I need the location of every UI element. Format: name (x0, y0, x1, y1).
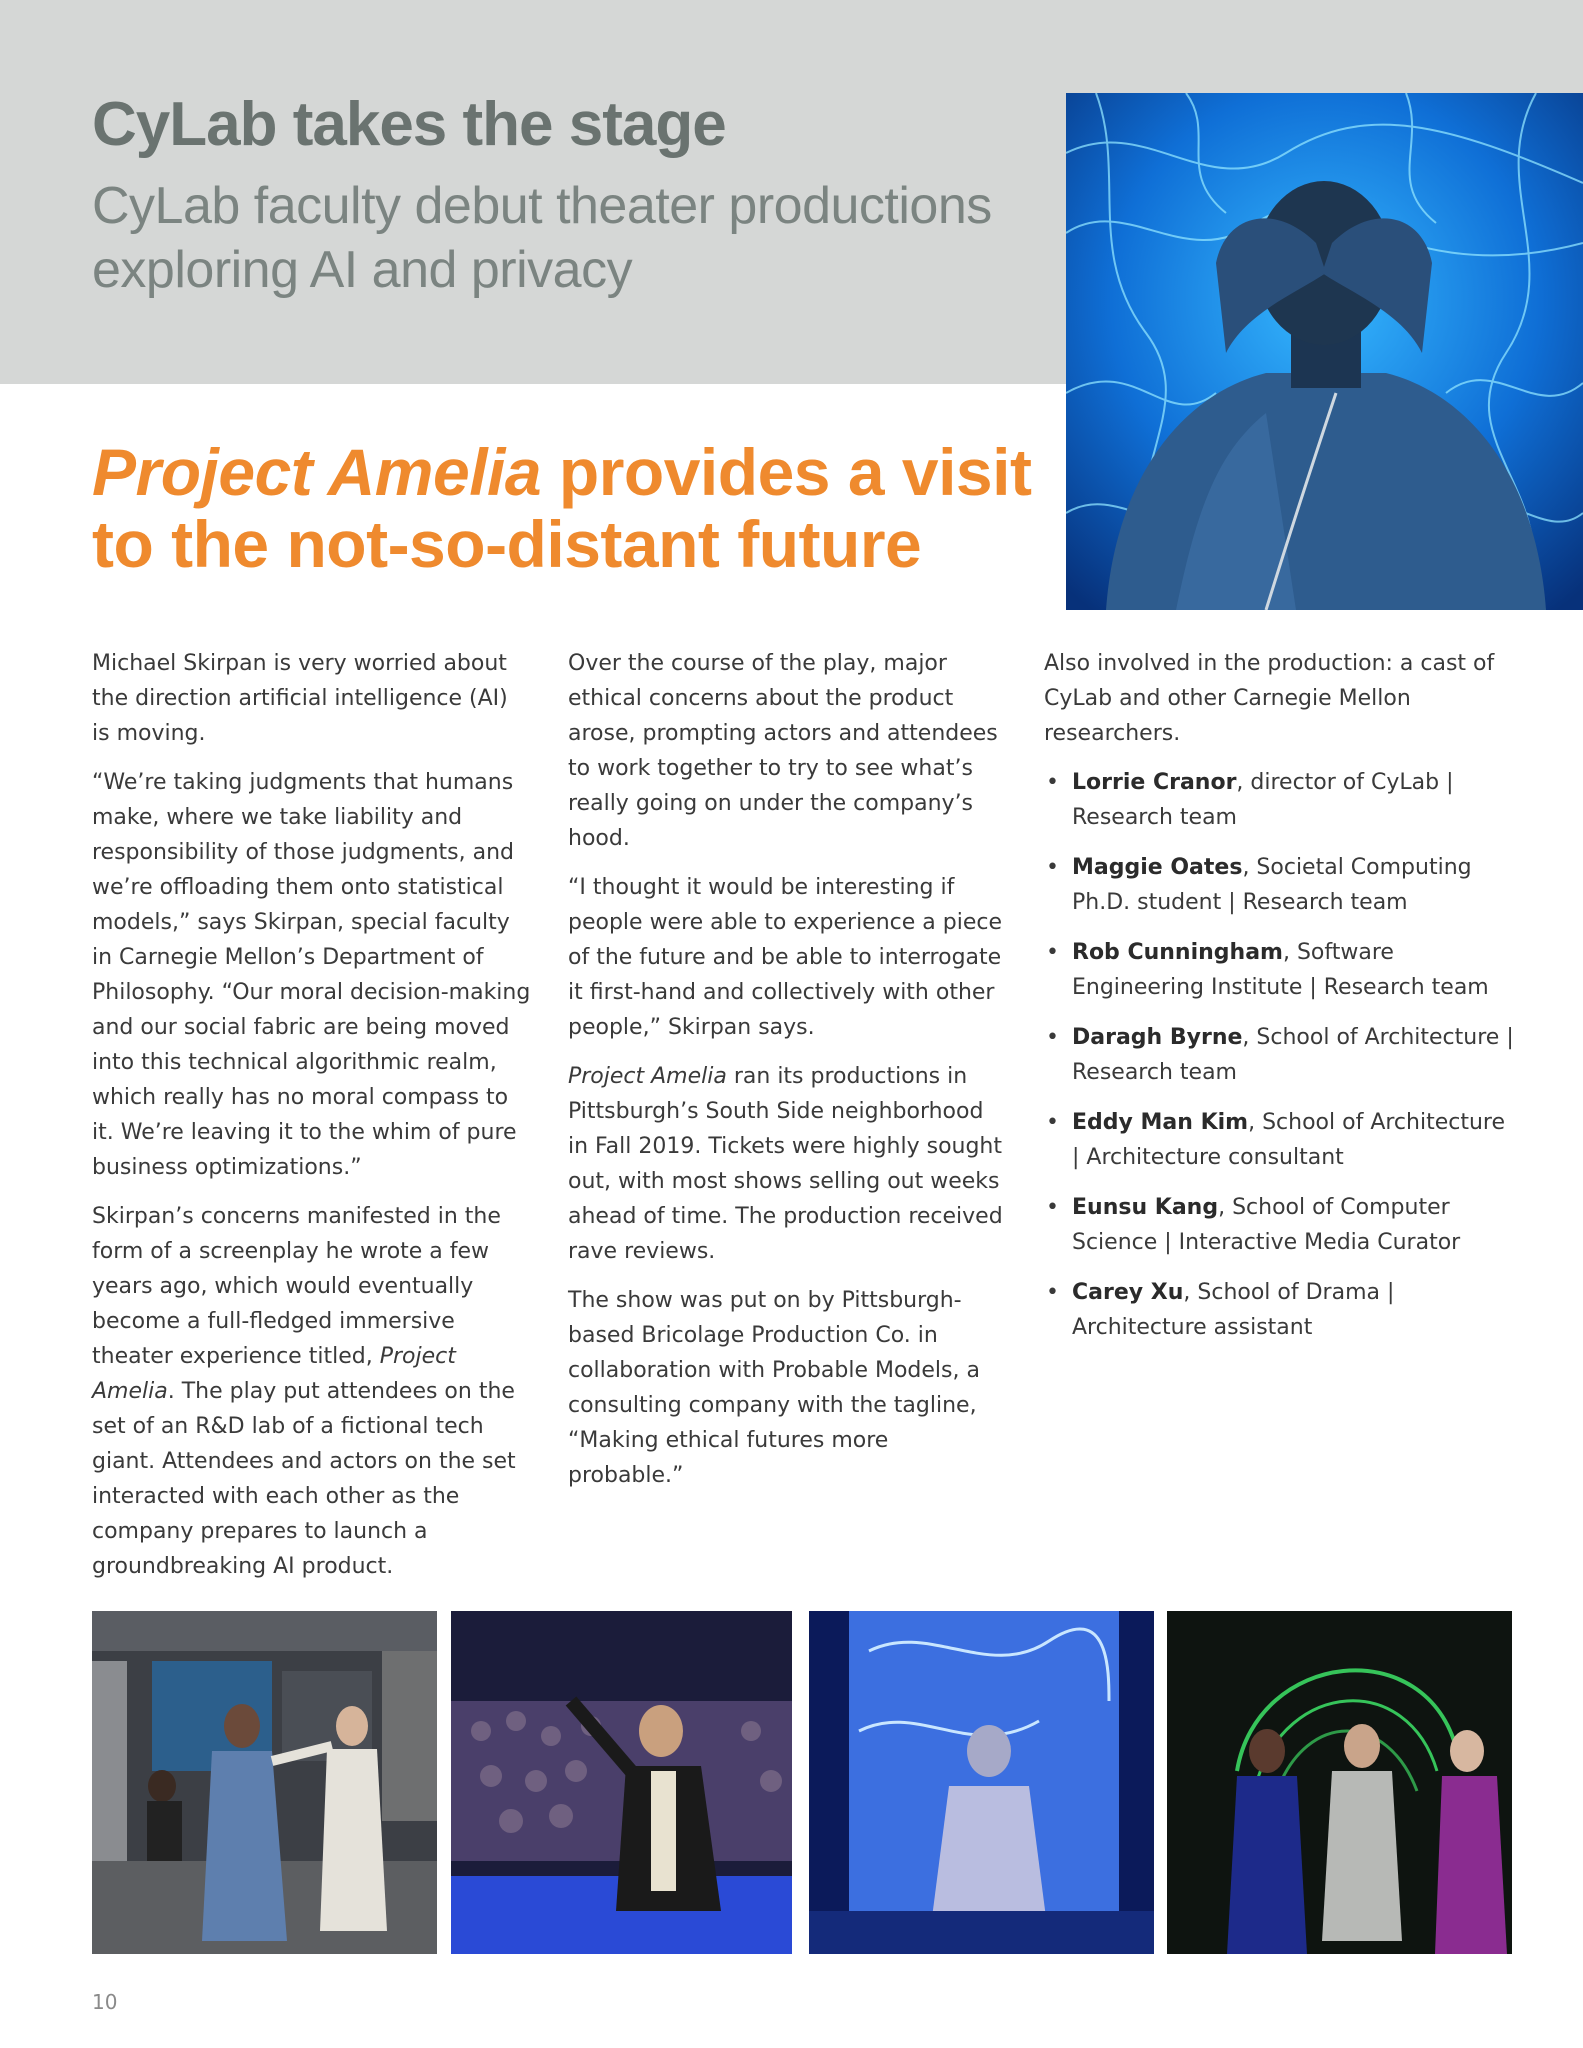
paragraph: “I thought it would be interesting if people were able to experience a piece of the future and be able to interrogate it first-hand and collectively with other people,” Skirpan says. (568, 875, 1002, 1040)
bullet: • (1046, 855, 1059, 880)
person-name: Maggie Oates (1072, 855, 1243, 880)
hero-photo-actor-covering-eyes (1066, 93, 1583, 610)
person-role: , Software Engineering Institute | Research team (1072, 940, 1489, 1000)
paragraph: Michael Skirpan is very worried about the direction artificial intelligence (AI) is moving. (92, 651, 508, 746)
paragraph (568, 1059, 1008, 1269)
cast-list (1044, 765, 1514, 1345)
person-role: , director of CyLab | Research team (1072, 770, 1454, 830)
list-item (1044, 1275, 1514, 1345)
text-run: . The play put attendees on the set of an R&D lab of a fictional tech giant. Attendees and actors on the set interacted with each other as the company prepares to launch a groundbreaking AI product. (92, 1379, 516, 1579)
person-role: , Societal Computing Ph.D. student | Research team (1072, 855, 1472, 915)
person-role: , School of Computer Science | Interactive Media Curator (1072, 1195, 1461, 1255)
bullet: • (1046, 1280, 1059, 1305)
photo-actor-projection (809, 1611, 1154, 1954)
article-headline (92, 436, 1052, 580)
text-run: Skirpan’s concerns manifested in the form of a screenplay he wrote a few years ago, which would eventually become a full-fledged immersive theater experience titled, (92, 1204, 501, 1369)
bullet: • (1046, 1110, 1059, 1135)
person-name: Rob Cunningham (1072, 940, 1283, 965)
page-number: 10 (92, 1990, 118, 2014)
paragraph: Also involved in the production: a cast of CyLab and other Carnegie Mellon researchers. (1044, 651, 1495, 746)
page-subtitle: CyLab faculty debut theater productions exploring AI and privacy (92, 177, 992, 299)
person-name: Daragh Byrne (1072, 1025, 1243, 1050)
person-name: Eunsu Kang (1072, 1195, 1219, 1220)
person-name: Carey Xu (1072, 1280, 1184, 1305)
list-item (1044, 1020, 1514, 1090)
paragraph: Over the course of the play, major ethical concerns about the product arose, prompting actors and attendees to work together to try to see what’s really going on under the company’s hood. (568, 651, 998, 851)
paragraph: “We’re taking judgments that humans make, where we take liability and responsibility of those judgments, and we’re offloading them onto statistical models,” says Skirpan, special faculty in Carnegie Mellon’s Department of Philosophy. “Our moral decision-making and our social fabric are being moved into this technical algorithmic realm, which really has no moral compass to it. We’re leaving it to the whim of pure business optimizations.” (92, 770, 531, 1180)
article-column-2 (568, 646, 1008, 1507)
list-item (1044, 765, 1514, 835)
list-item (1044, 1190, 1514, 1260)
title-italic: Project Amelia (92, 1344, 456, 1404)
title-italic: Project Amelia (568, 1064, 727, 1089)
bullet: • (1046, 940, 1059, 965)
text-run: ran its productions in Pittsburgh’s South Side neighborhood in Fall 2019. Tickets were highly sought out, with most shows selling out weeks ahead of time. The production received rave reviews. (568, 1064, 1003, 1264)
bullet: • (1046, 770, 1059, 795)
list-item (1044, 1105, 1514, 1175)
article-column-3 (1044, 646, 1514, 1360)
paragraph: The show was put on by Pittsburgh-based Bricolage Production Co. in collaboration with Probable Models, a consulting company with the tagline, “Making ethical futures more probable.” (568, 1288, 980, 1488)
person-name: Lorrie Cranor (1072, 770, 1237, 795)
headline-italic: Project Amelia (92, 435, 542, 509)
bullet: • (1046, 1025, 1059, 1050)
photo-performer-on-stage (451, 1611, 792, 1954)
headline-rest: provides a visit to the not-so-distant future (92, 435, 1032, 581)
person-role: , School of Architecture | Architecture consultant (1072, 1110, 1506, 1170)
bullet: • (1046, 1195, 1059, 1220)
list-item (1044, 850, 1514, 920)
list-item (1044, 935, 1514, 1005)
page-title: CyLab takes the stage (92, 90, 726, 159)
article-column-1 (92, 646, 532, 1598)
photo-lab-set-scene (92, 1611, 437, 1954)
photo-three-actors-green-light (1167, 1611, 1512, 1954)
person-role: , School of Architecture | Research team (1072, 1025, 1514, 1085)
paragraph (92, 1199, 532, 1584)
person-name: Eddy Man Kim (1072, 1110, 1249, 1135)
person-role: , School of Drama | Architecture assistant (1072, 1280, 1395, 1340)
